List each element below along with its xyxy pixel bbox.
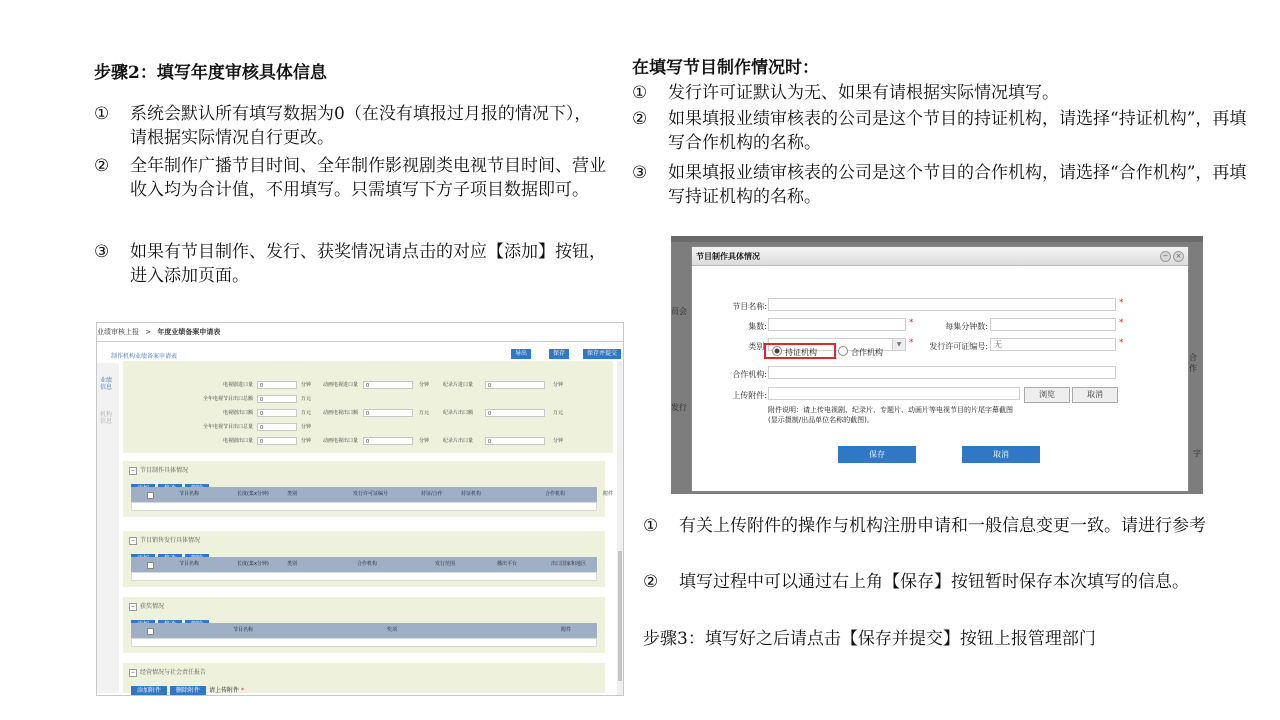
form-subtitle: 制作机构业绩备案申请表 xyxy=(111,353,178,360)
column-header: 类别 xyxy=(287,491,298,497)
field-label: 电视剧出口量 xyxy=(222,438,253,444)
minutes-label: 每集分钟数: xyxy=(945,322,988,331)
license-input[interactable]: 无 xyxy=(990,338,1116,351)
column-header: 发行范围 xyxy=(435,561,456,567)
attachment-label: 上传附件: xyxy=(732,391,767,400)
step-number: ② xyxy=(94,156,110,176)
program-name-label: 节目名称: xyxy=(732,302,767,311)
step-number: ③ xyxy=(94,242,110,262)
step-text: 系统会默认所有填写数据为0（在没有填报过月报的情况下），请根据实际情况自行更改。 xyxy=(130,104,592,148)
section-title xyxy=(129,535,200,545)
column-header: 持证/合作 xyxy=(421,491,443,497)
upload-hint: 请上传附件 xyxy=(209,687,240,694)
collapse-icon[interactable]: − xyxy=(130,538,136,544)
dialog-title: 节目制作具体情况 xyxy=(696,252,760,261)
dialog-screenshot xyxy=(671,236,1203,494)
radio-partner[interactable] xyxy=(838,346,883,358)
table-body xyxy=(131,572,597,581)
left-step-3 xyxy=(94,240,606,288)
episodes-label: 集数: xyxy=(748,322,767,331)
field-input[interactable]: 0 xyxy=(485,409,545,417)
dialog-titlebar xyxy=(692,247,1188,266)
step-text: 全年制作广播节目时间、全年制作影视剧类电视节目时间、营业收入均为合计值，不用填写。只需填写下方子项目数据即可。 xyxy=(130,156,606,200)
background-label: 发行 xyxy=(671,403,687,412)
minutes-input[interactable] xyxy=(990,318,1116,331)
chevron-down-icon[interactable]: ▼ xyxy=(892,339,905,350)
field-input[interactable]: 0 xyxy=(257,423,297,431)
form-section xyxy=(123,597,605,653)
export-button[interactable]: 导出 xyxy=(511,349,531,359)
step-number: ① xyxy=(632,83,648,103)
unit-label: 分钟 xyxy=(553,382,564,388)
step-number: ① xyxy=(643,516,659,536)
column-header: 节目名称 xyxy=(179,561,200,567)
step-text: 如果填报业绩审核表的公司是这个节目的持证机构，请选择“持证机构”，再填写合作机构的名称。 xyxy=(668,109,1247,153)
column-header: 长度(集x分钟) xyxy=(237,491,269,497)
right-step-1 xyxy=(632,81,1262,105)
field-label: 动画电视出口额 xyxy=(323,410,359,416)
column-header: 出口国家和地区 xyxy=(551,561,587,567)
license-label: 发行许可证编号: xyxy=(929,342,988,351)
step-text: 有关上传附件的操作与机构注册申请和一般信息变更一致。请进行参考 xyxy=(679,516,1206,536)
data-row xyxy=(123,393,613,405)
unit-label: 分钟 xyxy=(301,424,312,430)
field-label: 动画电视出口量 xyxy=(323,438,359,444)
column-header: 长度(集x分钟) xyxy=(237,561,269,567)
dialog-save-button[interactable]: 保存 xyxy=(838,446,916,463)
program-dialog xyxy=(691,246,1189,492)
data-row xyxy=(123,379,613,391)
data-row xyxy=(123,421,613,433)
table-body xyxy=(131,502,597,511)
partner-label: 合作机构: xyxy=(732,370,767,379)
required-mark: * xyxy=(1119,318,1124,328)
unit-label: 分钟 xyxy=(419,438,430,444)
field-input[interactable]: 0 xyxy=(485,437,545,445)
field-input[interactable]: 0 xyxy=(257,409,297,417)
scroll-thumb[interactable] xyxy=(618,551,622,681)
side-tab-performance[interactable]: 业绩信息 xyxy=(100,377,113,391)
attachment-note: 附件说明：请上传电视剧、纪录片、专题片、动画片等电视节目的片尾字幕截图 xyxy=(768,406,1013,414)
column-header: 发行许可证编号 xyxy=(353,491,389,497)
field-label: 纪录片进口量 xyxy=(443,382,474,388)
section-title-text: 节目销售发行具体情况 xyxy=(140,537,201,544)
section-title-text: 经营情况与社会责任报告 xyxy=(140,669,207,676)
radio-partner-label: 合作机构 xyxy=(851,348,883,357)
step-text: 如果填报业绩审核表的公司是这个节目的合作机构，请选择“合作机构”，再填写持证机构的名称。 xyxy=(668,163,1247,207)
left-heading: 步骤2：填写年度审核具体信息 xyxy=(94,63,327,83)
column-header: 奖项 xyxy=(387,627,398,633)
section-title-text: 获奖情况 xyxy=(140,603,165,610)
select-all-checkbox[interactable] xyxy=(147,562,154,569)
step-number: ① xyxy=(94,104,110,124)
field-input[interactable]: 0 xyxy=(363,437,413,445)
divider xyxy=(97,341,623,342)
radio-licensed[interactable] xyxy=(772,346,817,358)
section-buttons xyxy=(131,677,244,696)
field-label: 电视剧出口额 xyxy=(222,410,253,416)
column-header: 节目名称 xyxy=(233,627,254,633)
column-header: 合作机构 xyxy=(545,491,566,497)
save-button[interactable]: 保存 xyxy=(549,349,569,359)
episodes-input[interactable] xyxy=(768,318,906,331)
table-header xyxy=(131,557,597,572)
form-section xyxy=(123,531,605,587)
field-input[interactable]: 0 xyxy=(257,437,297,445)
step-text: 如果有节目制作、发行、获奖情况请点击的对应【添加】按钮，进入添加页面。 xyxy=(130,242,606,286)
table-body xyxy=(131,638,597,647)
select-all-checkbox[interactable] xyxy=(147,492,154,499)
field-label: 电视剧进口量 xyxy=(222,382,253,388)
column-header: 合作机构 xyxy=(357,561,378,567)
step-number: ② xyxy=(632,109,648,129)
unit-label: 分钟 xyxy=(301,382,312,388)
table-header xyxy=(131,487,614,502)
save-submit-button[interactable]: 保存并提交 xyxy=(583,349,621,359)
section-title xyxy=(129,465,188,475)
bottom-step-1 xyxy=(643,514,1263,539)
right-step-3 xyxy=(632,161,1262,209)
step-number: ② xyxy=(643,572,659,592)
clear-button[interactable]: 取消 xyxy=(1072,387,1118,403)
section-button[interactable]: 添加附件 xyxy=(131,686,167,696)
column-header: 类别 xyxy=(287,561,298,567)
breadcrumb-separator: > xyxy=(145,328,152,336)
field-input[interactable]: 0 xyxy=(363,409,413,417)
required-mark: * xyxy=(1119,298,1124,308)
field-label: 全年电视节目出口总额 xyxy=(202,396,253,402)
unit-label: 万元 xyxy=(301,396,312,402)
attachment-input[interactable] xyxy=(768,387,1020,400)
browse-button[interactable]: 浏览 xyxy=(1024,387,1070,403)
step3-text: 步骤3：填写好之后请点击【保存并提交】按钮上报管理部门 xyxy=(643,629,1096,649)
background-bar xyxy=(671,236,1203,242)
column-header: 播出平台 xyxy=(497,561,518,567)
unit-label: 万元 xyxy=(553,410,564,416)
form-section xyxy=(123,663,605,693)
radio-unchecked-icon[interactable] xyxy=(838,346,848,356)
right-heading: 在填写节目制作情况时： xyxy=(632,58,819,78)
section-title xyxy=(129,667,206,677)
field-input[interactable]: 0 xyxy=(257,381,297,389)
radio-licensed-label: 持证机构 xyxy=(785,348,817,357)
data-row xyxy=(123,407,613,419)
column-header: 节目名称 xyxy=(179,491,200,497)
data-panel xyxy=(123,361,613,453)
required-mark: * xyxy=(909,318,914,328)
unit-label: 分钟 xyxy=(301,438,312,444)
scrollbar[interactable] xyxy=(617,361,623,695)
breadcrumb-item[interactable]: 业绩审核上报 xyxy=(97,328,139,336)
required-mark: * xyxy=(239,687,244,694)
collapse-icon[interactable]: − xyxy=(130,604,136,610)
right-step-2 xyxy=(632,107,1262,155)
background-label: 合作 xyxy=(1189,353,1197,373)
column-header: 持证机构 xyxy=(461,491,482,497)
select-all-checkbox[interactable] xyxy=(147,628,154,635)
left-step-2 xyxy=(94,154,606,202)
column-header: 附件 xyxy=(603,491,614,497)
unit-label: 分钟 xyxy=(553,438,564,444)
side-tabs xyxy=(97,363,119,693)
column-header: 附件 xyxy=(561,627,572,633)
partner-input[interactable] xyxy=(768,366,1116,379)
close-icon[interactable]: × xyxy=(1173,251,1184,262)
step-text: 填写过程中可以通过右上角【保存】按钮暂时保存本次填写的信息。 xyxy=(679,572,1189,592)
breadcrumb xyxy=(97,327,224,337)
unit-label: 万元 xyxy=(301,410,312,416)
field-label: 纪录片出口额 xyxy=(443,410,474,416)
step-text: 发行许可证默认为无、如果有请根据实际情况填写。 xyxy=(668,83,1059,103)
field-label: 动画电视进口量 xyxy=(323,382,359,388)
required-mark: * xyxy=(1119,338,1124,348)
form-screenshot xyxy=(96,322,624,696)
side-tab-org[interactable]: 机构信息 xyxy=(100,411,113,425)
category-label: 类别: xyxy=(748,342,767,351)
data-row xyxy=(123,435,613,447)
section-title-text: 节目制作具体情况 xyxy=(140,467,189,474)
radio-checked-icon[interactable] xyxy=(772,346,782,356)
background-label: 员会 xyxy=(671,307,687,316)
section-title xyxy=(129,601,164,611)
section-button[interactable]: 删除附件 xyxy=(170,686,206,696)
field-label: 纪录片出口量 xyxy=(443,438,474,444)
field-input[interactable]: 0 xyxy=(257,395,297,403)
unit-label: 万元 xyxy=(419,410,430,416)
form-section xyxy=(123,461,614,517)
collapse-icon[interactable]: − xyxy=(130,670,136,676)
required-mark: * xyxy=(909,338,914,348)
unit-label: 分钟 xyxy=(419,382,430,388)
table-header xyxy=(131,623,597,638)
left-step-1 xyxy=(94,102,606,150)
field-input[interactable]: 0 xyxy=(485,381,545,389)
background-label: 字 xyxy=(1193,449,1201,458)
field-label: 全年电视节目出口总量 xyxy=(202,424,253,430)
dialog-cancel-button[interactable]: 取消 xyxy=(962,446,1040,463)
step-number: ③ xyxy=(632,163,648,183)
field-input[interactable]: 0 xyxy=(363,381,413,389)
collapse-icon[interactable]: − xyxy=(130,468,136,474)
minimize-icon[interactable]: − xyxy=(1160,251,1171,262)
bottom-step-2 xyxy=(643,570,1263,595)
attachment-note: (显示摄制/出品单位名称的截图)。 xyxy=(768,416,874,424)
program-name-input[interactable] xyxy=(768,298,1116,311)
breadcrumb-current: 年度业绩备案申请表 xyxy=(157,328,221,336)
